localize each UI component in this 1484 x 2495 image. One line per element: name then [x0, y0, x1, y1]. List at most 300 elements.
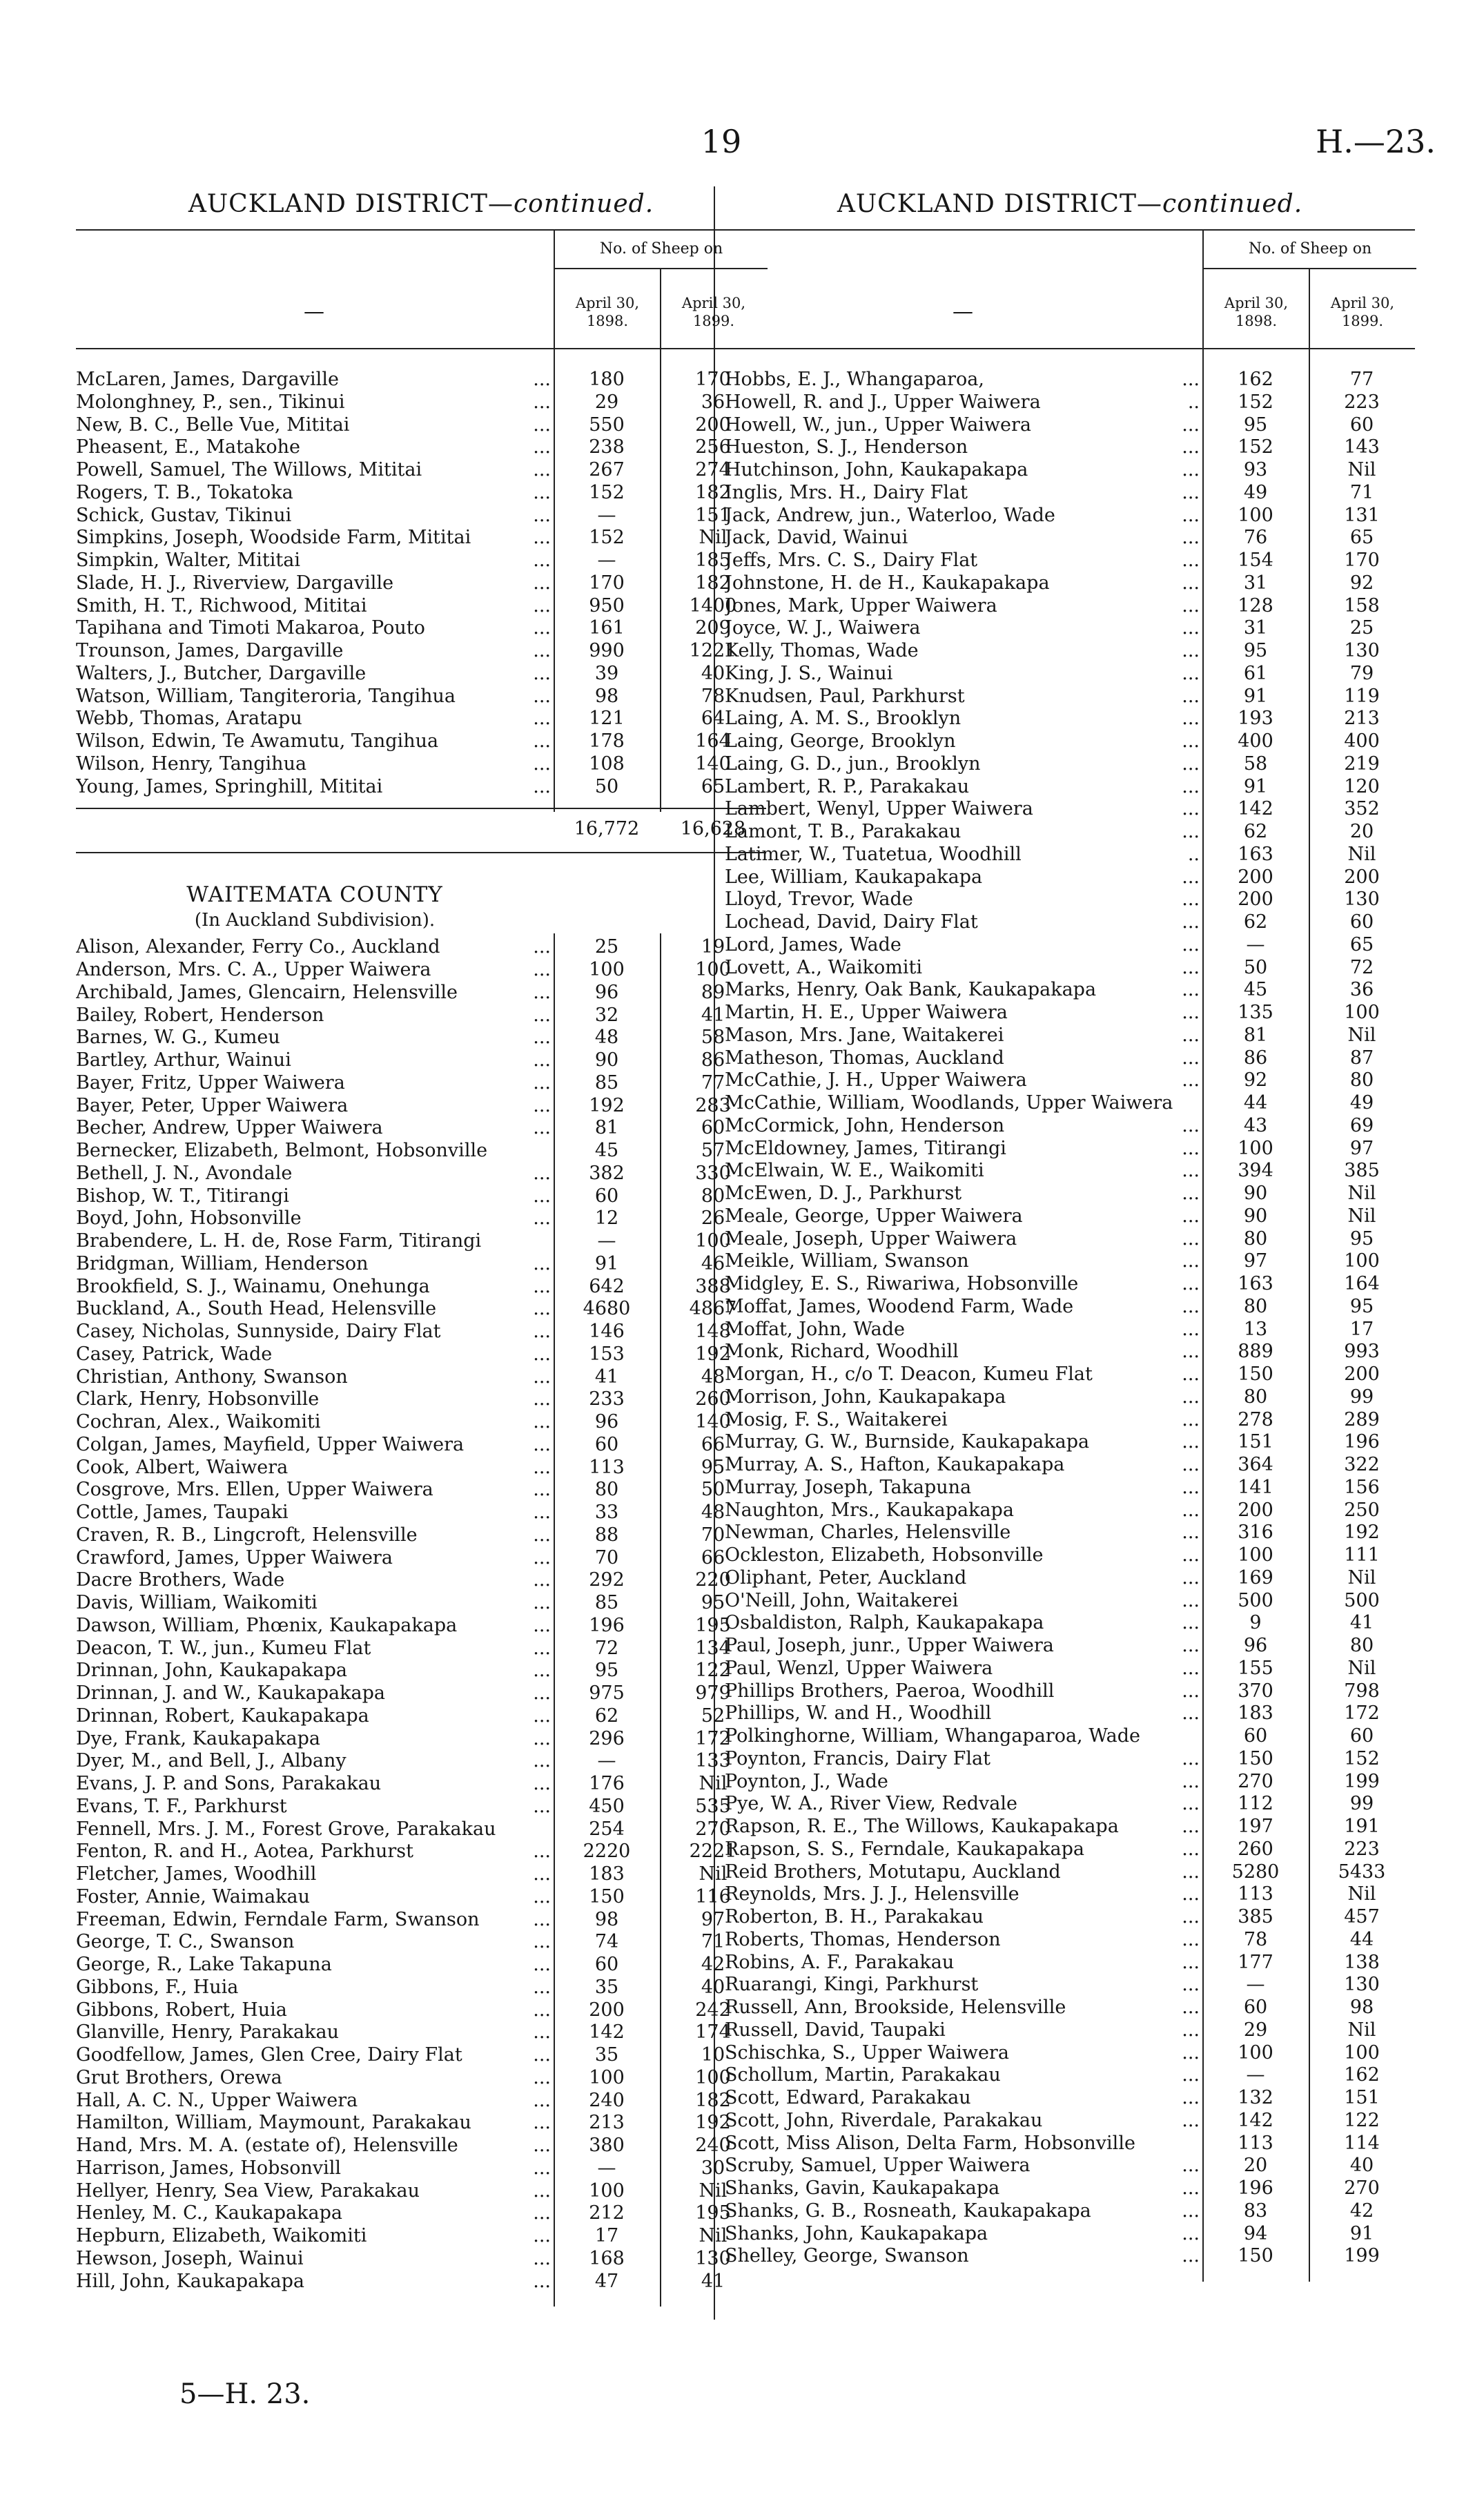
sheep-1898: 146	[589, 1321, 625, 1342]
sheep-1899: Nil	[699, 1863, 728, 1885]
table-row	[76, 414, 766, 437]
sheep-1898: 39	[594, 662, 619, 684]
leader-dots: ...	[1182, 1680, 1200, 1702]
sheep-1899: 199	[1344, 1770, 1380, 1792]
sheep-1899: 97	[1349, 1137, 1374, 1159]
table-row	[725, 844, 1415, 866]
table-row	[725, 1952, 1415, 1974]
leader-dots: ...	[533, 1252, 551, 1274]
sheep-1898: 45	[1243, 979, 1268, 1001]
leader-dots: ...	[1182, 933, 1200, 955]
owner-name: Rogers, T. B., Tokatoka	[76, 481, 293, 503]
sheep-1898: 193	[1238, 708, 1273, 730]
sheep-1899: 220	[695, 1569, 731, 1591]
table-row	[76, 686, 766, 708]
sheep-1898: 4680	[583, 1298, 631, 1320]
sheep-1899: 162	[1344, 2064, 1380, 2086]
owner-name: Laing, A. M. S., Brooklyn	[725, 708, 961, 730]
header-col-1899-line2: 1899.	[692, 313, 735, 329]
table-row	[76, 708, 766, 730]
owner-name: Davis, William, Waikomiti	[76, 1592, 318, 1613]
leader-dots: ...	[533, 2247, 551, 2269]
document-code: H.—23.	[1316, 123, 1436, 160]
sheep-1898: 86	[1243, 1047, 1268, 1069]
table-row	[76, 527, 766, 550]
owner-name: Hellyer, Henry, Sea View, Parakakau	[76, 2180, 420, 2202]
table-row	[76, 617, 766, 640]
sheep-1898: 177	[1238, 1951, 1273, 1973]
owner-name: Howell, W., jun., Upper Waiwera	[725, 414, 1032, 436]
sheep-1898: 13	[1243, 1318, 1268, 1340]
sheep-1898: 192	[589, 1094, 625, 1116]
sheep-1899: Nil	[1347, 2019, 1376, 2041]
owner-name: Matheson, Thomas, Auckland	[725, 1047, 1004, 1069]
leader-dots: ...	[1182, 1024, 1200, 1046]
total-row	[76, 808, 766, 853]
sheep-1898: 80	[594, 1479, 619, 1501]
owner-name: Hutchinson, John, Kaukapakapa	[725, 459, 1028, 480]
table-row	[76, 2248, 766, 2271]
sheep-1898: —	[597, 1230, 616, 1252]
sheep-1898: 96	[594, 1411, 619, 1433]
table-row	[725, 1612, 1415, 1635]
sheep-1899: 122	[695, 1660, 731, 1682]
sheep-1898: 32	[594, 1004, 619, 1026]
leader-dots: ...	[1182, 866, 1200, 888]
table-row	[76, 1185, 766, 1208]
leader-dots: ...	[1182, 662, 1200, 684]
sheep-1898: 183	[589, 1863, 625, 1885]
table-row	[76, 1638, 766, 1660]
sheep-1899: 99	[1349, 1386, 1374, 1408]
sheep-1899: 100	[695, 1230, 731, 1252]
table-row	[76, 1796, 766, 1818]
sheep-1898: 150	[1238, 2245, 1273, 2267]
table-body-dargaville	[76, 349, 766, 798]
sheep-1898: 450	[589, 1795, 625, 1817]
leader-dots: ...	[1182, 956, 1200, 978]
sheep-1899: 322	[1344, 1454, 1380, 1475]
table-row	[725, 1363, 1415, 1386]
owner-name: Jones, Mark, Upper Waiwera	[725, 594, 997, 617]
sheep-1898: 90	[594, 1049, 619, 1071]
owner-name: Marks, Henry, Oak Bank, Kaukapakapa	[725, 979, 1097, 1001]
owner-name: Fletcher, James, Woodhill	[76, 1863, 317, 1885]
table-row	[76, 595, 766, 618]
leader-dots: ...	[1182, 2087, 1200, 2108]
district-title	[76, 186, 766, 222]
sheep-1899: 17	[1349, 1318, 1374, 1340]
sheep-1899: 40	[701, 662, 725, 684]
leader-dots: ...	[533, 1976, 551, 1998]
sheep-1898: 975	[589, 1682, 625, 1704]
sheep-1899: 100	[695, 959, 731, 980]
sheep-1899: 1221	[689, 640, 737, 661]
owner-name: Poynton, J., Wade	[725, 1770, 888, 1792]
leader-dots: ...	[1182, 775, 1200, 797]
owner-name: Schollum, Martin, Parakakau	[725, 2064, 1001, 2086]
owner-name: Scott, John, Riverdale, Parakakau	[725, 2109, 1043, 2131]
sheep-1899: 195	[695, 2202, 731, 2224]
leader-dots: ...	[1182, 1273, 1200, 1294]
sheep-1899: 185	[695, 550, 731, 571]
table-row	[725, 1816, 1415, 1838]
sheep-1898: 154	[1238, 550, 1273, 571]
owner-name: Brabendere, L. H. de, Rose Farm, Titirangi	[76, 1230, 482, 1252]
sheep-1898: 78	[1243, 1928, 1268, 1950]
owner-name: McEwen, D. J., Parkhurst	[725, 1183, 962, 1204]
page-number: 19	[701, 123, 742, 160]
owner-name: Shanks, Gavin, Kaukapakapa	[725, 2177, 1000, 2199]
owner-name: Johnstone, H. de H., Kaukapakapa	[725, 572, 1050, 594]
owner-name: Casey, Patrick, Wade	[76, 1343, 273, 1365]
owner-name: Hill, John, Kaukapakapa	[76, 2270, 304, 2292]
owner-name: O'Neill, John, Waitakerei	[725, 1589, 959, 1611]
owner-name: Brookfield, S. J., Wainamu, Onehunga	[76, 1275, 430, 1297]
sheep-1898: 400	[1238, 730, 1273, 752]
table-row	[76, 1434, 766, 1457]
table-row	[76, 1049, 766, 1072]
owner-name: Simpkins, Joseph, Woodside Farm, Mititai	[76, 527, 471, 549]
sheep-1899: 191	[1344, 1816, 1380, 1837]
owner-name: Newman, Charles, Helensville	[725, 1522, 1011, 1544]
owner-name: Colgan, James, Mayfield, Upper Waiwera	[76, 1433, 465, 1455]
sheep-1898: —	[597, 550, 616, 571]
table-row	[725, 1069, 1415, 1092]
sheep-1899: 213	[1344, 708, 1380, 730]
leader-dots: ...	[1182, 1002, 1200, 1023]
sheep-1898: 80	[1243, 1386, 1268, 1408]
sheep-1899: 156	[1344, 1476, 1380, 1498]
owner-name: Tapihana and Timoti Makaroa, Pouto	[76, 617, 425, 639]
owner-name: Lamont, T. B., Parakakau	[725, 821, 961, 842]
sheep-1899: 170	[695, 369, 731, 390]
sheep-1898: 260	[1238, 1838, 1273, 1860]
sheep-1899: 274	[695, 459, 731, 480]
owner-name: Cosgrove, Mrs. Ellen, Upper Waiwera	[76, 1479, 433, 1501]
sheep-1898: 113	[1238, 2132, 1273, 2154]
district-title-suffix: continued.	[1162, 190, 1303, 218]
owner-name: Jack, Andrew, jun., Waterloo, Wade	[725, 504, 1055, 526]
sheep-1899: 87	[1349, 1047, 1374, 1069]
table-row	[76, 1886, 766, 1909]
leader-dots: ...	[533, 981, 551, 1003]
leader-dots: ...	[1182, 1793, 1200, 1815]
sheep-1899: Nil	[699, 2225, 728, 2246]
sheep-1898: 142	[1238, 2109, 1273, 2131]
owner-name: Henley, M. C., Kaukapakapa	[76, 2202, 342, 2224]
sheep-1899: 72	[1349, 956, 1374, 978]
table-row	[76, 1388, 766, 1411]
leader-dots: ...	[533, 1614, 551, 1636]
sheep-1898: 112	[1238, 1793, 1273, 1815]
sheep-1898: 45	[594, 1140, 619, 1161]
leader-dots: ...	[533, 959, 551, 980]
table-row	[725, 1861, 1415, 1884]
sheep-1899: 50	[701, 1479, 725, 1501]
owner-name: Knudsen, Paul, Parkhurst	[725, 685, 965, 707]
leader-dots: ...	[533, 504, 551, 526]
sheep-1899: 979	[695, 1682, 731, 1704]
owner-name: Ruarangi, Kingi, Parkhurst	[725, 1974, 979, 1996]
sheep-1898: 170	[589, 572, 625, 594]
sheep-1899: 174	[695, 2021, 731, 2043]
table-row	[725, 1250, 1415, 1273]
owner-name: Gibbons, F., Huia	[76, 1976, 239, 1998]
sheep-1898: 60	[594, 1433, 619, 1455]
owner-name: Hand, Mrs. M. A. (estate of), Helensville	[76, 2135, 458, 2156]
table-row	[76, 2021, 766, 2044]
leader-dots: ...	[533, 1298, 551, 1320]
sheep-1899: 66	[701, 1433, 725, 1455]
sheep-1898: 98	[594, 1908, 619, 1930]
owner-name: Laing, G. D., jun., Brooklyn	[725, 753, 981, 775]
owner-name: Moffat, James, Woodend Farm, Wade	[725, 1295, 1074, 1317]
owner-name: Boyd, John, Hobsonville	[76, 1207, 302, 1230]
leader-dots: ...	[1182, 1341, 1200, 1363]
owner-name: Bernecker, Elizabeth, Belmont, Hobsonville	[76, 1140, 488, 1161]
sheep-1899: 10	[701, 2044, 725, 2066]
table-row	[725, 957, 1415, 980]
sheep-1898: 96	[1243, 1635, 1268, 1656]
leader-dots: ...	[1182, 1566, 1200, 1589]
table-row	[76, 1660, 766, 1682]
leader-dots: ...	[1182, 1635, 1200, 1656]
sheep-1898: 183	[1238, 1702, 1273, 1725]
sheep-1899: 400	[1344, 730, 1380, 752]
table-row	[76, 1253, 766, 1276]
sheep-1898: 180	[589, 369, 625, 390]
leader-dots: ...	[533, 1592, 551, 1613]
sheep-1899: 69	[1349, 1114, 1374, 1136]
owner-name: Bridgman, William, Henderson	[76, 1252, 369, 1274]
sheep-1898: 50	[594, 775, 619, 797]
leader-dots: ...	[533, 1479, 551, 1501]
table-row	[76, 1276, 766, 1299]
sheep-1899: 385	[1344, 1160, 1380, 1182]
table-row	[76, 1163, 766, 1185]
table-row	[725, 1635, 1415, 1658]
owner-name: Lovett, A., Waikomiti	[725, 956, 923, 978]
table-row	[725, 2042, 1415, 2065]
table-row	[76, 1502, 766, 1524]
owner-name: Shanks, G. B., Rosneath, Kaukapakapa	[725, 2200, 1091, 2222]
leader-dots: ...	[1182, 1816, 1200, 1837]
leader-dots: ...	[1182, 1928, 1200, 1950]
sheep-1899: 152	[1344, 1747, 1380, 1769]
owner-name: Bayer, Fritz, Upper Waiwera	[76, 1071, 345, 1094]
leader-dots: ...	[533, 1773, 551, 1794]
leader-dots: ...	[1182, 1250, 1200, 1272]
owner-name: Poynton, Francis, Dairy Flat	[725, 1747, 990, 1769]
sheep-1898: 889	[1238, 1341, 1273, 1363]
table-row	[725, 459, 1415, 482]
sheep-1898: 550	[589, 414, 625, 436]
sheep-1898: 213	[589, 2112, 625, 2134]
leader-dots: ...	[533, 1795, 551, 1817]
right-column	[725, 186, 1415, 2268]
leader-dots: ...	[533, 414, 551, 436]
owner-name: Bailey, Robert, Henderson	[76, 1004, 324, 1026]
sheep-1899: 95	[1349, 1227, 1374, 1250]
leader-dots: ...	[1182, 1589, 1200, 1611]
owner-name: Powell, Samuel, The Willows, Mititai	[76, 459, 422, 480]
leader-dots: ...	[533, 391, 551, 413]
table-row	[725, 821, 1415, 844]
sheep-1898: 72	[594, 1637, 619, 1659]
sheep-1899: 20	[1349, 821, 1374, 842]
leader-dots: ...	[1182, 1160, 1200, 1182]
owner-name: Russell, David, Taupaki	[725, 2019, 946, 2041]
sheep-1899: 200	[1344, 1363, 1380, 1385]
sheep-1899: 48	[701, 1366, 725, 1388]
table-row	[725, 2133, 1415, 2155]
leader-dots: ...	[533, 1185, 551, 1207]
sheep-1899: 91	[1349, 2222, 1374, 2244]
table-row	[725, 414, 1415, 437]
sheep-1899: 172	[695, 1727, 731, 1749]
sheep-1899: 111	[1344, 1544, 1380, 1566]
table-row	[76, 1140, 766, 1163]
owner-name: Young, James, Springhill, Mititai	[76, 775, 383, 797]
sheep-1898: 85	[594, 1592, 619, 1613]
sheep-1899: 19	[701, 936, 725, 958]
leader-dots: ...	[533, 436, 551, 458]
sheep-1898: 150	[1238, 1363, 1273, 1385]
table-row	[76, 2067, 766, 2090]
leader-dots: ...	[533, 2044, 551, 2066]
sheep-1898: 91	[594, 1252, 619, 1274]
sheep-1899: 60	[1349, 911, 1374, 933]
leader-dots: ...	[1182, 798, 1200, 820]
table-row	[76, 2202, 766, 2225]
owner-name: McCormick, John, Henderson	[725, 1114, 1005, 1136]
leader-dots: ...	[1182, 1544, 1200, 1566]
total-1899: 16,628	[680, 818, 746, 840]
sheep-1898: 100	[589, 2066, 625, 2088]
sheep-1899: 65	[1349, 527, 1374, 549]
sheep-1899: 457	[1344, 1906, 1380, 1928]
owner-name: Walters, J., Butcher, Dargaville	[76, 662, 367, 684]
owner-name: Paul, Wenzl, Upper Waiwera	[725, 1657, 993, 1679]
sheep-1899: 65	[701, 775, 725, 797]
sheep-1898: 142	[1238, 798, 1273, 820]
sheep-1898: 44	[1243, 1092, 1268, 1114]
table-row	[76, 1547, 766, 1570]
table-row	[725, 1658, 1415, 1680]
owner-name: Bayer, Peter, Upper Waiwera	[76, 1094, 349, 1116]
owner-name: Casey, Nicholas, Sunnyside, Dairy Flat	[76, 1321, 441, 1342]
table-row	[76, 1569, 766, 1592]
sheep-1898: 500	[1238, 1589, 1273, 1611]
sheep-1899: 182	[695, 481, 731, 503]
sheep-1899: 196	[1344, 1431, 1380, 1453]
sheep-1898: 270	[1238, 1770, 1273, 1792]
owner-name: Laing, George, Brooklyn	[725, 730, 956, 752]
sheep-1898: 60	[594, 1954, 619, 1975]
sheep-1898: 92	[1243, 1069, 1268, 1091]
sheep-1899: Nil	[1347, 1183, 1376, 1204]
header-col-1899-line1: April 30,	[1330, 295, 1395, 311]
sheep-1898: 95	[594, 1660, 619, 1682]
sheep-1898: 88	[594, 1524, 619, 1546]
table-row	[725, 798, 1415, 821]
sheep-1899: 41	[701, 1004, 725, 1026]
leader-dots: ...	[533, 1999, 551, 2021]
header-col-1898-line2: 1898.	[1235, 313, 1278, 329]
leader-dots: ...	[1182, 1408, 1200, 1430]
sheep-1899: 134	[695, 1637, 731, 1659]
sheep-1898: 394	[1238, 1160, 1273, 1182]
leader-dots: ...	[533, 753, 551, 775]
leader-dots: ...	[533, 2089, 551, 2111]
sheep-1898: 200	[589, 1999, 625, 2021]
owner-name: Drinnan, Robert, Kaukapakapa	[76, 1705, 369, 1727]
owner-name: Morgan, H., c/o T. Deacon, Kumeu Flat	[725, 1363, 1093, 1385]
sheep-1898: 95	[1243, 414, 1268, 436]
owner-name: Cochran, Alex., Waikomiti	[76, 1411, 321, 1433]
table-row	[725, 911, 1415, 934]
sheep-1899: 330	[695, 1162, 731, 1184]
table-row	[725, 1793, 1415, 1816]
sheep-1898: 200	[1238, 866, 1273, 888]
leader-dots: ...	[1182, 640, 1200, 661]
sheep-1899: 60	[701, 1117, 725, 1139]
leader-dots: ...	[533, 1321, 551, 1342]
leader-dots: ...	[1182, 436, 1200, 458]
sheep-1899: Nil	[1347, 1205, 1376, 1227]
leader-dots: ...	[1182, 1295, 1200, 1317]
sheep-1899: 260	[695, 1388, 731, 1410]
leader-dots: ...	[1182, 572, 1200, 594]
leader-dots: ..	[1187, 391, 1200, 413]
sheep-1899: 192	[695, 1343, 731, 1365]
sheep-1898: 113	[589, 1456, 625, 1478]
owner-name: Anderson, Mrs. C. A., Upper Waiwera	[76, 959, 431, 980]
table-header	[76, 229, 766, 349]
leader-dots: ...	[1182, 527, 1200, 549]
table-row	[725, 640, 1415, 663]
sheep-1898: 385	[1238, 1906, 1273, 1928]
sheep-1898: 80	[1243, 1295, 1268, 1317]
owner-name: Dye, Frank, Kaukapakapa	[76, 1727, 321, 1749]
sheep-1898: 128	[1238, 594, 1273, 617]
sheep-1898: 33	[594, 1502, 619, 1523]
table-row	[76, 1705, 766, 1728]
owner-name: Howell, R. and J., Upper Waiwera	[725, 391, 1041, 413]
sheep-1898: 35	[594, 1976, 619, 1998]
table-row	[725, 1567, 1415, 1590]
sheep-1899: 79	[1349, 662, 1374, 684]
leader-dots: ...	[533, 1954, 551, 1975]
leader-dots: ...	[1182, 414, 1200, 436]
table-row	[76, 1954, 766, 1977]
sheep-1898: 950	[589, 594, 625, 617]
leader-dots: ...	[533, 1366, 551, 1388]
sheep-1898: 93	[1243, 459, 1268, 480]
leader-dots: ...	[1182, 1431, 1200, 1453]
sheep-1899: 250	[1344, 1499, 1380, 1521]
leader-dots: ...	[533, 1433, 551, 1455]
sheep-1898: 35	[594, 2044, 619, 2066]
sheep-1898: 278	[1238, 1408, 1273, 1430]
sheep-1899: 4867	[689, 1298, 737, 1320]
sheep-1899: 352	[1344, 798, 1380, 820]
owner-name: Scott, Miss Alison, Delta Farm, Hobsonville	[725, 2132, 1135, 2154]
sheep-1898: 161	[589, 617, 625, 639]
sheep-1899: 80	[1349, 1635, 1374, 1656]
owner-name: Reynolds, Mrs. J. J., Helensville	[725, 1883, 1019, 1905]
